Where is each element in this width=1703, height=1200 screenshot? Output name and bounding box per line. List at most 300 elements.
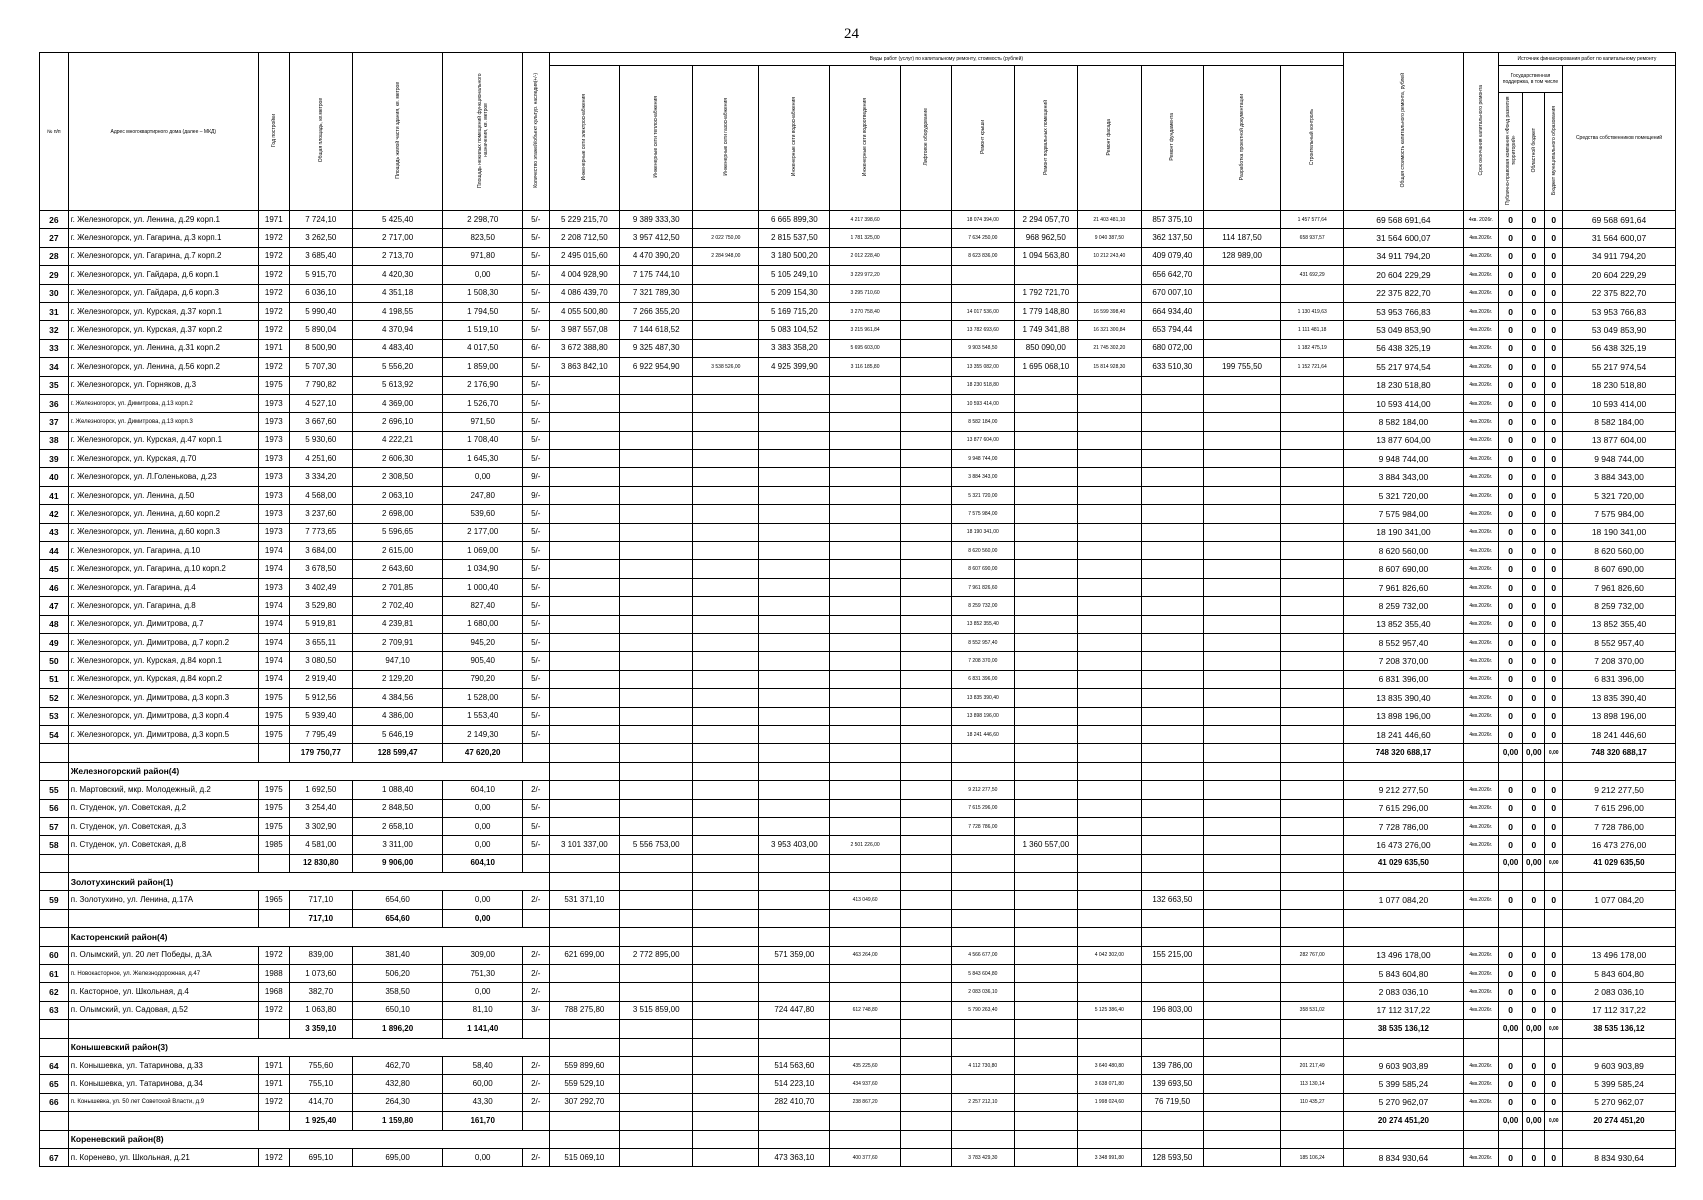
work-cost-cell [759, 542, 830, 560]
municipal-cell: 0 [1545, 302, 1563, 320]
work-cost-cell [900, 689, 951, 707]
work-cost-cell: 5 229 215,70 [549, 211, 620, 229]
area-total-cell: 3 529,80 [289, 597, 352, 615]
work-cost-cell [1077, 983, 1141, 1001]
area-total-cell: 3 302,90 [289, 817, 352, 835]
floors-cell: 5/- [522, 670, 549, 688]
work-cost-cell [1203, 689, 1280, 707]
table-cell [620, 1038, 693, 1056]
row-number: 46 [40, 578, 69, 596]
work-cost-cell [900, 542, 951, 560]
area-nonres-cell: 0,00 [443, 836, 523, 854]
floors-cell: 2/- [522, 1093, 549, 1111]
row-number: 64 [40, 1056, 69, 1074]
area-total-cell: 5 915,70 [289, 266, 352, 284]
work-cost-cell: 4 470 390,20 [620, 247, 693, 265]
table-row [40, 965, 1676, 983]
work-cost-cell [1203, 983, 1280, 1001]
table-cell [1203, 1112, 1280, 1130]
table-row [40, 358, 1676, 376]
table-cell [1344, 928, 1463, 946]
fund-cell: 0 [1498, 505, 1522, 523]
work-cost-cell [1014, 376, 1077, 394]
year-cell: 1972 [258, 358, 289, 376]
work-cost-cell: 18 241 446,60 [951, 725, 1014, 743]
year-cell: 1973 [258, 578, 289, 596]
address-cell: г. Железногорск, ул. Гайдара, д.6 корп.3 [68, 284, 258, 302]
work-cost-cell: 18 190 341,00 [951, 523, 1014, 541]
table-cell [549, 854, 620, 872]
subtotal-row [40, 854, 1676, 872]
table-cell [549, 909, 620, 927]
work-cost-cell [620, 505, 693, 523]
municipal-cell: 0 [1545, 597, 1563, 615]
table-cell [1281, 854, 1344, 872]
table-cell [1141, 854, 1203, 872]
work-cost-cell [1281, 965, 1344, 983]
deadline-cell: 4кв.2026г. [1463, 633, 1498, 651]
row-number: 31 [40, 302, 69, 320]
regional-cell: 0 [1523, 1001, 1545, 1019]
row-number: 38 [40, 431, 69, 449]
table-cell [759, 928, 830, 946]
address-cell: г. Железногорск, ул. Димитрова, д.3 корп.4 [68, 707, 258, 725]
work-cost-cell: 7 175 744,10 [620, 266, 693, 284]
row-number: 28 [40, 247, 69, 265]
total-cost-cell: 31 564 600,07 [1344, 229, 1463, 247]
table-cell [1281, 928, 1344, 946]
deadline-cell: 4кв.2026г. [1463, 413, 1498, 431]
row-number: 48 [40, 615, 69, 633]
fund-cell: 0 [1498, 560, 1522, 578]
table-cell [1077, 909, 1141, 927]
work-cost-cell: 21 403 481,10 [1077, 211, 1141, 229]
work-cost-cell [830, 799, 901, 817]
work-cost-cell [900, 1056, 951, 1074]
area-total-cell: 3 678,50 [289, 560, 352, 578]
work-cost-cell [1203, 468, 1280, 486]
work-cost-cell [900, 633, 951, 651]
floors-cell: 5/- [522, 211, 549, 229]
year-cell: 1975 [258, 817, 289, 835]
area-living-cell: 4 222,21 [352, 431, 443, 449]
owners-cell: 13 496 178,00 [1563, 946, 1676, 964]
work-cost-cell [951, 836, 1014, 854]
owners-cell: 18 190 341,00 [1563, 523, 1676, 541]
work-cost-cell [830, 523, 901, 541]
area-nonres-cell: 2 177,00 [443, 523, 523, 541]
table-cell [549, 873, 620, 891]
area-living-cell: 4 386,00 [352, 707, 443, 725]
floors-cell: 5/- [522, 689, 549, 707]
work-cost-cell [900, 468, 951, 486]
deadline-cell: 4кв.2026г. [1463, 229, 1498, 247]
fund-cell: 0 [1498, 965, 1522, 983]
floors-cell: 5/- [522, 836, 549, 854]
year-cell: 1965 [258, 891, 289, 909]
table-row [40, 1148, 1676, 1166]
deadline-cell: 4кв.2026г. [1463, 1093, 1498, 1111]
area-total-cell: 5 912,56 [289, 689, 352, 707]
floors-cell: 3/- [522, 1001, 549, 1019]
region-row [40, 873, 1676, 891]
area-living-cell: 650,10 [352, 1001, 443, 1019]
area-living-cell: 4 239,81 [352, 615, 443, 633]
subtotal-area-nonres: 0,00 [443, 909, 523, 927]
owners-cell: 7 208 370,00 [1563, 652, 1676, 670]
year-cell: 1971 [258, 339, 289, 357]
address-cell: г. Железногорск, ул. Гагарина, д.3 корп.1 [68, 229, 258, 247]
regional-cell: 0 [1523, 431, 1545, 449]
work-cost-cell [1077, 284, 1141, 302]
row-number: 45 [40, 560, 69, 578]
table-cell [1014, 928, 1077, 946]
table-cell [1281, 1038, 1344, 1056]
municipal-cell: 0 [1545, 450, 1563, 468]
deadline-cell: 4кв.2026г. [1463, 799, 1498, 817]
floors-cell: 5/- [522, 597, 549, 615]
work-cost-cell [549, 983, 620, 1001]
table-cell [830, 854, 901, 872]
work-cost-cell: 3 957 412,50 [620, 229, 693, 247]
work-cost-cell: 2 772 895,00 [620, 946, 693, 964]
work-cost-cell [620, 1093, 693, 1111]
work-cost-cell [830, 450, 901, 468]
area-living-cell: 5 596,65 [352, 523, 443, 541]
regional-cell: 0 [1523, 891, 1545, 909]
work-cost-cell: 4 042 302,00 [1077, 946, 1141, 964]
regional-cell: 0 [1523, 597, 1545, 615]
work-cost-cell: 850 090,00 [1014, 339, 1077, 357]
area-total-cell: 3 685,40 [289, 247, 352, 265]
work-cost-cell [1281, 652, 1344, 670]
area-nonres-cell: 1 680,00 [443, 615, 523, 633]
work-cost-cell [830, 983, 901, 1001]
work-cost-cell [900, 781, 951, 799]
municipal-cell: 0 [1545, 523, 1563, 541]
table-cell [1141, 873, 1203, 891]
work-cost-cell [1077, 836, 1141, 854]
work-cost-cell [1141, 450, 1203, 468]
fund-cell: 0 [1498, 358, 1522, 376]
table-cell [693, 1038, 759, 1056]
table-cell [693, 1112, 759, 1130]
work-cost-cell [1141, 394, 1203, 412]
regional-cell: 0 [1523, 284, 1545, 302]
year-cell: 1972 [258, 321, 289, 339]
table-cell [830, 928, 901, 946]
municipal-cell: 0 [1545, 394, 1563, 412]
work-cost-cell: 18 230 518,80 [951, 376, 1014, 394]
work-cost-cell [1281, 781, 1344, 799]
work-cost-cell [1203, 302, 1280, 320]
work-cost-cell [1141, 670, 1203, 688]
work-cost-cell: 13 355 082,00 [951, 358, 1014, 376]
area-total-cell: 5 890,04 [289, 321, 352, 339]
owners-cell: 5 843 604,80 [1563, 965, 1676, 983]
owners-cell: 53 953 766,83 [1563, 302, 1676, 320]
table-cell [900, 1020, 951, 1038]
fund-cell: 0 [1498, 689, 1522, 707]
total-cost-cell: 2 083 036,10 [1344, 983, 1463, 1001]
work-cost-cell: 653 794,44 [1141, 321, 1203, 339]
work-cost-cell [1014, 266, 1077, 284]
work-cost-cell: 3 215 961,84 [830, 321, 901, 339]
work-cost-cell [1203, 799, 1280, 817]
work-cost-cell: 559 529,10 [549, 1075, 620, 1093]
work-cost-cell [1077, 468, 1141, 486]
work-cost-cell [1014, 413, 1077, 431]
work-cost-cell [1141, 689, 1203, 707]
area-nonres-cell: 790,20 [443, 670, 523, 688]
address-cell: г. Железногорск, ул. Курская, д.84 корп.1 [68, 652, 258, 670]
area-total-cell: 1 692,50 [289, 781, 352, 799]
municipal-cell: 0 [1545, 891, 1563, 909]
work-cost-cell: 724 447,80 [759, 1001, 830, 1019]
owners-cell: 8 582 184,00 [1563, 413, 1676, 431]
regional-cell: 0 [1523, 450, 1545, 468]
address-cell: п. Олымский, ул. 20 лет Победы, д.3А [68, 946, 258, 964]
table-cell [40, 854, 69, 872]
work-cost-cell [693, 376, 759, 394]
regional-cell: 0 [1523, 229, 1545, 247]
subtotal-fund: 0,00 [1498, 854, 1522, 872]
regional-cell: 0 [1523, 321, 1545, 339]
deadline-cell: 4кв.2026г. [1463, 1075, 1498, 1093]
address-cell: г. Железногорск, ул. Димитрова, д.7 [68, 615, 258, 633]
municipal-cell: 0 [1545, 670, 1563, 688]
col-owners-header: Средства собственников помещений [1563, 66, 1676, 211]
work-cost-cell [1203, 946, 1280, 964]
table-row [40, 983, 1676, 1001]
work-cost-cell [1141, 965, 1203, 983]
table-cell [1141, 744, 1203, 762]
table-cell [258, 909, 289, 927]
owners-cell: 5 270 962,07 [1563, 1093, 1676, 1111]
work-cost-cell: 3 383 358,20 [759, 339, 830, 357]
subtotal-owners: 38 535 136,12 [1563, 1020, 1676, 1038]
work-cost-cell: 3 783 429,30 [951, 1148, 1014, 1166]
work-cost-cell: 3 229 972,20 [830, 266, 901, 284]
area-total-cell: 3 655,11 [289, 633, 352, 651]
table-cell [68, 909, 258, 927]
work-cost-cell: 3 638 071,80 [1077, 1075, 1141, 1093]
area-total-cell: 755,60 [289, 1056, 352, 1074]
work-cost-cell [1281, 247, 1344, 265]
table-cell [68, 1112, 258, 1130]
work-cost-cell [549, 633, 620, 651]
work-cost-cell [549, 542, 620, 560]
work-cost-cell [759, 413, 830, 431]
work-cost-cell [693, 1001, 759, 1019]
work-cost-cell [759, 799, 830, 817]
total-cost-cell: 18 190 341,00 [1344, 523, 1463, 541]
table-cell [40, 762, 69, 780]
work-cost-cell: 307 292,70 [549, 1093, 620, 1111]
fund-cell: 0 [1498, 670, 1522, 688]
regional-cell: 0 [1523, 799, 1545, 817]
subtotal-area-living: 1 896,20 [352, 1020, 443, 1038]
deadline-cell: 4кв.2026г. [1463, 725, 1498, 743]
work-cost-cell [759, 891, 830, 909]
table-cell [693, 854, 759, 872]
table-cell [1545, 1130, 1563, 1148]
total-cost-cell: 8 620 560,00 [1344, 542, 1463, 560]
floors-cell: 5/- [522, 284, 549, 302]
owners-cell: 13 852 355,40 [1563, 615, 1676, 633]
address-cell: г. Железногорск, ул. Димитрова, д.13 корп.2 [68, 394, 258, 412]
deadline-cell: 4кв.2026г. [1463, 1001, 1498, 1019]
work-cost-cell: 110 435,27 [1281, 1093, 1344, 1111]
subtotal-regional: 0,00 [1523, 1112, 1545, 1130]
table-cell [40, 909, 69, 927]
work-cost-cell: 76 719,50 [1141, 1093, 1203, 1111]
work-cost-cell: 1 457 577,64 [1281, 211, 1344, 229]
work-cost-cell [620, 633, 693, 651]
table-cell [1281, 1130, 1344, 1148]
fund-cell: 0 [1498, 486, 1522, 504]
col-work-header: Ремонт фундамента [1141, 66, 1203, 211]
work-cost-cell: 3 863 842,10 [549, 358, 620, 376]
subtotal-row [40, 744, 1676, 762]
area-living-cell: 4 483,40 [352, 339, 443, 357]
work-cost-cell [620, 578, 693, 596]
table-row [40, 707, 1676, 725]
work-cost-cell: 4 112 730,80 [951, 1056, 1014, 1074]
work-cost-cell: 2 815 537,50 [759, 229, 830, 247]
fund-cell: 0 [1498, 1075, 1522, 1093]
total-cost-cell: 1 077 084,20 [1344, 891, 1463, 909]
work-cost-cell [1203, 321, 1280, 339]
deadline-cell: 4кв.2026г. [1463, 431, 1498, 449]
work-cost-cell [693, 339, 759, 357]
fund-cell: 0 [1498, 376, 1522, 394]
table-cell [1463, 744, 1498, 762]
municipal-cell: 0 [1545, 376, 1563, 394]
work-cost-cell [1014, 983, 1077, 1001]
work-cost-cell [1077, 799, 1141, 817]
table-cell [693, 1020, 759, 1038]
row-number: 29 [40, 266, 69, 284]
area-living-cell: 432,80 [352, 1075, 443, 1093]
year-cell: 1972 [258, 247, 289, 265]
table-cell [1463, 873, 1498, 891]
work-cost-cell: 9 325 487,30 [620, 339, 693, 357]
table-cell [1344, 1130, 1463, 1148]
floors-cell: 5/- [522, 394, 549, 412]
table-cell [40, 1038, 69, 1056]
work-cost-cell [549, 431, 620, 449]
work-cost-cell [1077, 965, 1141, 983]
work-cost-cell [900, 670, 951, 688]
fund-cell: 0 [1498, 247, 1522, 265]
work-cost-cell: 1 749 341,88 [1014, 321, 1077, 339]
work-cost-cell [549, 468, 620, 486]
year-cell: 1974 [258, 542, 289, 560]
deadline-cell: 4кв.2026г. [1463, 689, 1498, 707]
table-cell [1014, 762, 1077, 780]
work-cost-cell: 2 012 228,40 [830, 247, 901, 265]
work-cost-cell: 18 074 394,00 [951, 211, 1014, 229]
regional-cell: 0 [1523, 542, 1545, 560]
fund-cell: 0 [1498, 836, 1522, 854]
subtotal-area-nonres: 1 141,40 [443, 1020, 523, 1038]
work-cost-cell [1281, 394, 1344, 412]
work-cost-cell [1141, 468, 1203, 486]
area-living-cell: 2 701,85 [352, 578, 443, 596]
year-cell: 1968 [258, 983, 289, 1001]
total-cost-cell: 8 607 690,00 [1344, 560, 1463, 578]
area-nonres-cell: 1 519,10 [443, 321, 523, 339]
subtotal-area-total: 12 830,80 [289, 854, 352, 872]
deadline-cell: 4кв.2026г. [1463, 597, 1498, 615]
area-living-cell: 2 717,00 [352, 229, 443, 247]
work-cost-cell [1141, 431, 1203, 449]
work-cost-cell [1077, 615, 1141, 633]
work-cost-cell: 531 371,10 [549, 891, 620, 909]
work-cost-cell [900, 413, 951, 431]
table-row [40, 542, 1676, 560]
table-body [40, 211, 1676, 1167]
work-cost-cell [830, 670, 901, 688]
table-cell [1203, 1130, 1280, 1148]
table-cell [1141, 928, 1203, 946]
owners-cell: 7 575 984,00 [1563, 505, 1676, 523]
work-cost-cell: 10 593 414,00 [951, 394, 1014, 412]
total-cost-cell: 16 473 276,00 [1344, 836, 1463, 854]
regional-cell: 0 [1523, 505, 1545, 523]
work-cost-cell [830, 486, 901, 504]
work-cost-cell [1203, 652, 1280, 670]
work-cost-cell [693, 1093, 759, 1111]
owners-cell: 9 603 903,89 [1563, 1056, 1676, 1074]
work-cost-cell [1014, 799, 1077, 817]
work-cost-cell: 5 790 263,40 [951, 1001, 1014, 1019]
table-row [40, 486, 1676, 504]
row-number: 60 [40, 946, 69, 964]
deadline-cell: 4кв.2026г. [1463, 578, 1498, 596]
work-cost-cell [900, 1001, 951, 1019]
owners-cell: 8 620 560,00 [1563, 542, 1676, 560]
fund-cell: 0 [1498, 284, 1522, 302]
owners-cell: 20 604 229,29 [1563, 266, 1676, 284]
row-number: 49 [40, 633, 69, 651]
work-cost-cell: 559 899,60 [549, 1056, 620, 1074]
owners-cell: 13 835 390,40 [1563, 689, 1676, 707]
table-cell [1545, 928, 1563, 946]
work-cost-cell [620, 1075, 693, 1093]
table-cell [1463, 1020, 1498, 1038]
area-total-cell: 755,10 [289, 1075, 352, 1093]
work-cost-cell [830, 560, 901, 578]
year-cell: 1975 [258, 725, 289, 743]
fund-cell: 0 [1498, 817, 1522, 835]
work-cost-cell [549, 505, 620, 523]
deadline-cell: 4кв.2026г. [1463, 781, 1498, 799]
work-cost-cell [693, 597, 759, 615]
work-cost-cell [1281, 983, 1344, 1001]
work-cost-cell [830, 652, 901, 670]
table-row [40, 302, 1676, 320]
row-number: 30 [40, 284, 69, 302]
owners-cell: 13 898 196,00 [1563, 707, 1676, 725]
work-cost-cell [830, 468, 901, 486]
table-row [40, 1001, 1676, 1019]
owners-cell: 10 593 414,00 [1563, 394, 1676, 412]
owners-cell: 16 473 276,00 [1563, 836, 1676, 854]
total-cost-cell: 7 728 786,00 [1344, 817, 1463, 835]
table-cell [900, 1130, 951, 1148]
